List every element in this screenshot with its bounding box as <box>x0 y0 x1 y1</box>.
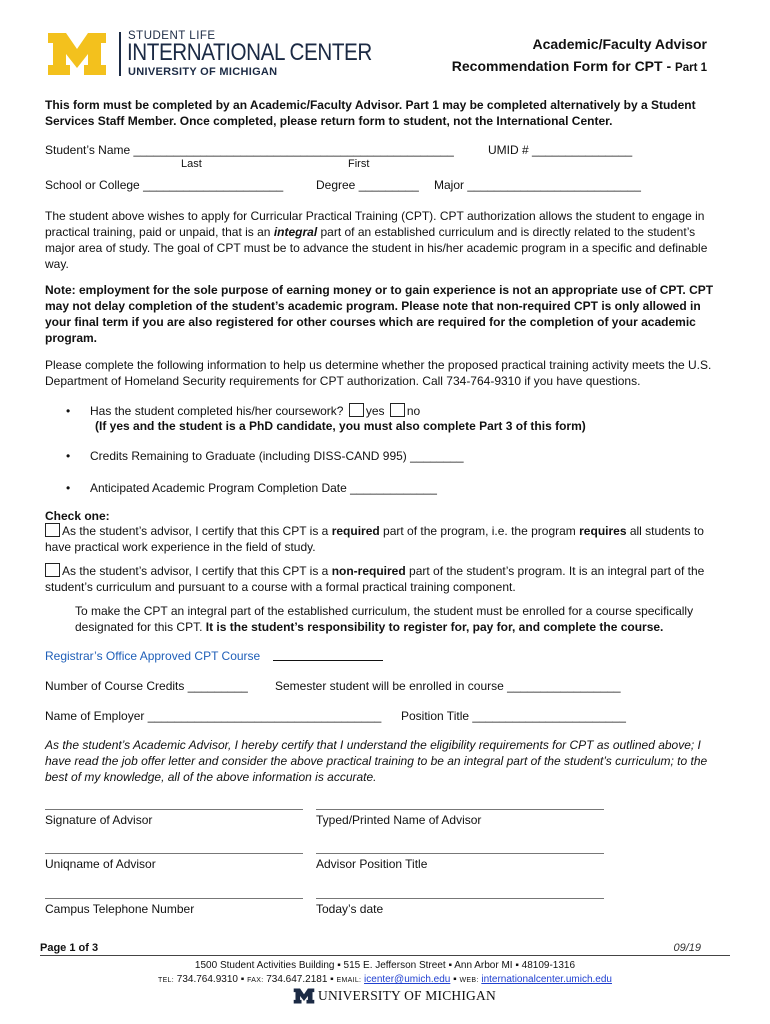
form-title: Academic/Faculty Advisor <box>532 36 707 52</box>
no-checkbox[interactable] <box>390 403 405 417</box>
enrollment-requirement: To make the CPT an integral part of the established curriculum, the student must be enrolled for a course specifically designated for this CPT. It is the student’s responsibility to register for, pay for, and complete the course. <box>75 604 694 634</box>
intro-instructions: This form must be completed by an Academic/Faculty Advisor. Part 1 may be completed alternatively by a Student Services Staff Member. Once completed, please return form to student, not the International Center. <box>45 98 696 128</box>
uniqname-label: Uniqname of Advisor <box>45 857 156 871</box>
umid-label: UMID # <box>488 143 529 157</box>
school-row <box>45 177 283 193</box>
coursework-question: Has the student completed his/her coursework? yes no <box>90 404 421 418</box>
semester-label: Semester student will be enrolled in course <box>275 679 504 693</box>
umid-row <box>488 142 632 158</box>
logo-university: UNIVERSITY OF MICHIGAN <box>128 66 278 78</box>
course-credits-field[interactable]: _________ <box>187 679 248 693</box>
footer-address: 1500 Student Activities Building ▪ 515 E. Jefferson Street ▪ Ann Arbor MI ▪ 48109-1316 <box>194 960 576 971</box>
bullet-icon: • <box>66 404 71 418</box>
major-row <box>434 177 641 193</box>
logo-divider <box>119 32 121 76</box>
website-link[interactable]: internationalcenter.umich.edu <box>481 974 612 985</box>
students-name-label: Student’s Name <box>45 143 131 157</box>
phd-note: (If yes and the student is a PhD candidate, you must also complete Part 3 of this form) <box>95 419 586 433</box>
required-checkbox[interactable] <box>45 523 60 537</box>
position-row <box>401 708 626 724</box>
first-name-caption: First <box>348 158 370 170</box>
typed-name-line[interactable] <box>316 809 604 810</box>
telephone-label: Campus Telephone Number <box>45 902 195 916</box>
employment-note: Note: employment for the sole purpose of earning money or to gain experience is not an appropriate use of CPT. CPT may not delay completion of the student’s academic program. Please note that non-required CPT is only allowed in your final term if you are also registered for other courses which are required for the completion of your academic program. <box>45 283 714 345</box>
cpt-description: The student above wishes to apply for Curricular Practical Training (CPT). CPT authorization allows the student to engage in practical training, paid or unpaid, that is an integral part of an established curriculum and is directly related to the student’s major area of study. The goal of CPT must be to advance the student in his/her academic program in a specific and definable way. <box>45 209 708 271</box>
position-label: Position Title <box>401 709 470 723</box>
course-credits-label: Number of Course Credits <box>45 679 185 693</box>
info-request: Please complete the following information to help us determine whether the proposed practical training activity meets the U.S. Department of Homeland Security requirements for CPT authorization. Call 734-764-9310 if you have questions. <box>45 358 712 388</box>
last-name-caption: Last <box>181 158 202 170</box>
footer-contact: TEL: 734.764.9310 ▪ FAX: 734.647.2181 ▪ EMAIL: icenter@umich.edu ▪ WEB: internationalcenter.umich.edu <box>158 974 612 985</box>
advisor-certification: As the student’s Academic Advisor, I hereby certify that I understand the eligibility requirements for CPT as outlined above; I have read the job offer letter and consider the above practical training to be an integral part of the student’s curriculum; to the best of my knowledge, all of the above information is accurate. <box>45 738 708 784</box>
footer-block-m-icon <box>293 987 315 1005</box>
employer-field[interactable]: ___________________________________ <box>147 709 382 723</box>
position-field[interactable]: _______________________ <box>472 709 626 723</box>
umid-field[interactable]: _______________ <box>532 143 633 157</box>
school-label: School or College <box>45 178 140 192</box>
major-field[interactable]: __________________________ <box>467 178 641 192</box>
bullet-icon: • <box>66 449 71 463</box>
students-name-field[interactable]: ________________________________________________ <box>133 143 454 157</box>
logo-international-center: INTERNATIONAL CENTER <box>127 39 372 66</box>
registrar-course-field[interactable] <box>273 660 383 661</box>
yes-label: yes <box>365 404 385 418</box>
credits-remaining-field[interactable]: Credits Remaining to Graduate (including DISS-CAND 995) ________ <box>90 449 464 463</box>
date-label: Today’s date <box>316 902 384 916</box>
non-required-option: As the student’s advisor, I certify that this CPT is a non-required part of the student’s program. It is an integral part of the student’s curriculum and pursuant to a course with a formal practical training component. <box>45 564 705 594</box>
page-number: Page 1 of 3 <box>40 942 99 954</box>
signature-label: Signature of Advisor <box>45 813 153 827</box>
students-name-row <box>45 142 454 158</box>
employer-row <box>45 708 381 724</box>
course-credits-row <box>45 678 248 694</box>
check-one-heading: Check one: <box>45 509 110 523</box>
telephone-line[interactable] <box>45 898 303 899</box>
employer-label: Name of Employer <box>45 709 145 723</box>
advisor-position-line[interactable] <box>316 853 604 854</box>
footer-logo <box>293 986 496 1008</box>
semester-field[interactable]: _________________ <box>507 679 621 693</box>
form-part: Part 1 <box>675 62 707 74</box>
signature-line[interactable] <box>45 809 303 810</box>
advisor-position-label: Advisor Position Title <box>316 857 428 871</box>
degree-field[interactable]: _________ <box>358 178 419 192</box>
date-line[interactable] <box>316 898 604 899</box>
registrar-course-label: Registrar’s Office Approved CPT Course <box>45 649 261 663</box>
non-required-checkbox[interactable] <box>45 563 60 577</box>
form-subtitle: Recommendation Form for CPT - Part 1 <box>451 58 707 74</box>
footer-divider <box>40 955 730 956</box>
bullet-icon: • <box>66 481 71 495</box>
semester-row <box>275 678 621 694</box>
major-label: Major <box>434 178 465 192</box>
form-revision-date: 09/19 <box>673 942 701 954</box>
no-label: no <box>406 404 421 418</box>
yes-checkbox[interactable] <box>349 403 364 417</box>
degree-label: Degree <box>316 178 356 192</box>
required-option: As the student’s advisor, I certify that this CPT is a required part of the program, i.e. the program requires all students to have practical work experience in the field of study. <box>45 524 704 554</box>
typed-name-label: Typed/Printed Name of Advisor <box>316 813 482 827</box>
completion-date-field[interactable]: Anticipated Academic Program Completion Date _____________ <box>90 481 437 495</box>
email-link[interactable]: icenter@umich.edu <box>364 974 451 985</box>
school-field[interactable]: _____________________ <box>143 178 284 192</box>
degree-row <box>316 177 419 193</box>
logo-student-life: STUDENT LIFE <box>128 30 216 42</box>
footer-logo-text: UNIVERSITY OF MICHIGAN <box>318 988 496 1003</box>
uniqname-line[interactable] <box>45 853 303 854</box>
block-m-logo <box>46 31 108 77</box>
